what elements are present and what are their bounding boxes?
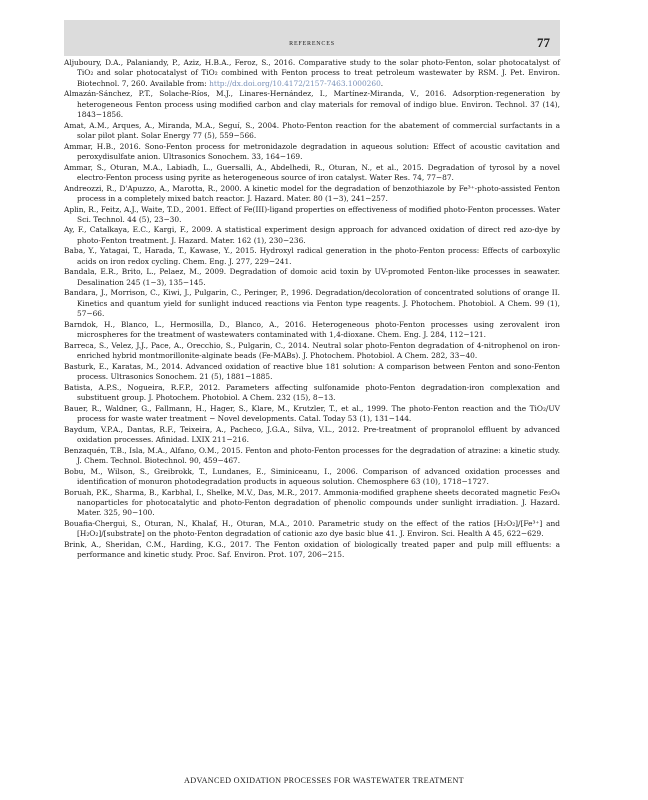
reference-text: Bandara, J., Morrison, C., Kiwi, J., Pulgarin, C., Peringer, P., 1996. Degradation/decoloration of concentrated solutions of orange II. Kinetics and quantum yield for sunlight induced reactions via Fenton type reagents. J. Photochem. Photobiol. A Chem. 99 (1), 57−66. [64, 288, 560, 319]
running-title: REFERENCES [289, 41, 335, 47]
reference-entry [64, 467, 560, 488]
reference-text: Aljuboury, D.A., Palaniandy, P., Aziz, H.B.A., Feroz, S., 2016. Comparative study to the solar photo-Fenton, solar photocatalyst of TiO₂ and solar photocatalyst of TiO₂ combined with Fenton process to treat petroleum wastewater by RSM. J. Pet. Environ. Biotechnol. 7, 260. Available from: [64, 58, 560, 88]
reference-text: Ay, F., Catalkaya, E.C., Kargi, F., 2009. A statistical experiment design approach for advanced oxidation of direct red azo-dye by photo-Fenton treatment. J. Hazard. Mater. 162 (1), 230−236. [64, 225, 560, 245]
reference-text: Baba, Y., Yatagai, T., Harada, T., Kawase, Y., 2015. Hydroxyl radical generation in the photo-Fenton process: Effects of carboxylic acids on iron redox cycling. Chem. Eng. J. 277, 229−241. [64, 246, 560, 266]
reference-entry [64, 58, 560, 89]
reference-entry [64, 205, 560, 226]
reference-entry [64, 163, 560, 184]
running-footer: ADVANCED OXIDATION PROCESSES FOR WASTEWATER TREATMENT [184, 776, 464, 785]
reference-text: Aplin, R., Feitz, A.J., Waite, T.D., 2001. Effect of Fe(III)-ligand properties on effectiveness of modified photo-Fenton processes. Water Sci. Technol. 44 (5), 23−30. [64, 204, 560, 224]
reference-text: Almazán-Sánchez, P.T., Solache-Ríos, M.J., Linares-Hernández, I., Martínez-Miranda, V., 2016. Adsorption-regeneration by heterogeneous Fenton process using modified carbon and clay materials for removal of indigo blue. Environ. Technol. 37 (14), 1843−1856. [64, 89, 560, 119]
reference-text: Bobu, M., Wilson, S., Greibrokk, T., Lundanes, E., Siminiceanu, I., 2006. Comparison of advanced oxidation processes and identification of monuron photodegradation products in aqueous solution. Chemosphere 63 (10), 1718−1727. [64, 466, 560, 486]
reference-entry [64, 246, 560, 267]
reference-text: Ammar, H.B., 2016. Sono-Fenton process for metronidazole degradation in aqueous solution: Effect of acoustic cavitation and peroxydisulfate anion. Ultrasonics Sonochem. 33, 164−169. [64, 141, 560, 161]
reference-entry [64, 341, 560, 362]
reference-text: Barreca, S., Velez, J.J., Pace, A., Orecchio, S., Pulgarin, C., 2014. Neutral solar photo-Fenton degradation of 4-nitrophenol on iron-enriched hybrid montmorillonite-alginate beads (Fe-MABs). J. Photochem. Photobiol. A Chem. 282, 33−40. [64, 340, 560, 360]
reference-entry [64, 425, 560, 446]
reference-text: Ammar, S., Oturan, M.A., Labiadh, L., Guersalli, A., Abdelhedi, R., Oturan, N., et al., 2015. Degradation of tyrosol by a novel electro-Fenton process using pyrite as heterogeneous source of iron catalyst. Water Res. 74, 77−87. [64, 162, 560, 182]
reference-text: Barndok, H., Blanco, L., Hermosilla, D., Blanco, A., 2016. Heterogeneous photo-Fenton processes using zerovalent iron microspheres for the treatment of wastewaters contaminated with 1,4-dioxane. Chem. Eng. J. 284, 112−121. [64, 319, 560, 340]
reference-text: Baydum, V.P.A., Dantas, R.F., Teixeira, A., Pacheco, J.G.A., Silva, V.L., 2012. Pre-treatment of propranolol effluent by advanced oxidation processes. Afinidad. LXIX 211−216. [64, 424, 560, 444]
reference-entry [64, 540, 560, 561]
reference-entry [64, 446, 560, 467]
reference-text: Amat, A.M., Arques, A., Miranda, M.A., Seguí, S., 2004. Photo-Fenton reaction for the abatement of commercial surfactants in a solar pilot plant. Solar Energy 77 (5), 559−566. [64, 120, 560, 140]
reference-text: Batista, A.P.S., Nogueira, R.F.P., 2012. Parameters affecting sulfonamide photo-Fenton degradation-iron complexation and substituent group. J. Photochem. Photobiol. A Chem. 232 (15), 8−13. [64, 382, 560, 402]
reference-entry [64, 488, 560, 519]
reference-entry [64, 267, 560, 288]
reference-entry [64, 320, 560, 341]
reference-text: Bouafia-Chergui, S., Oturan, N., Khalaf, H., Oturan, M.A., 2010. Parametric study on the effect of the ratios [H₂O₂]/[Fe³⁺] and [H₂O₂]/[substrate] on the photo-Fenton degradation of cationic azo dye basic blue 41. J. Environ. Sci. Health A 45, 622−629. [64, 518, 560, 539]
reference-text: Andreozzi, R., D'Apuzzo, A., Marotta, R., 2000. A kinetic model for the degradation of benzothiazole by Fe³⁺-photo-assisted Fenton process in a completely mixed batch reactor. J. Hazard. Mater. 80 (1−3), 241−257. [64, 183, 560, 203]
reference-text: Bauer, R., Waldner, G., Fallmann, H., Hager, S., Klare, M., Krutzler, T., et al., 1999. The photo-Fenton reaction and the TiO₂/UV process for waste water treatment − Novel developments. Catal. Today 53 (1), 131−144. [64, 403, 560, 423]
reference-entry [64, 362, 560, 383]
page-header [64, 20, 560, 56]
reference-text: Basturk, E., Karatas, M., 2014. Advanced oxidation of reactive blue 181 solution: A comparison between Fenton and sono-Fenton process. Ultrasonics Sonochem. 21 (5), 1881−1885. [64, 361, 560, 381]
reference-suffix: . [380, 78, 384, 88]
reference-list [64, 58, 560, 561]
reference-text: Brink, A., Sheridan, C.M., Harding, K.G., 2017. The Fenton oxidation of biologically treated paper and pulp mill effluents: a performance and kinetic study. Proc. Saf. Environ. Prot. 107, 206−215. [64, 539, 560, 560]
reference-entry [64, 89, 560, 120]
reference-entry [64, 142, 560, 163]
page-number: 77 [537, 35, 550, 50]
reference-entry [64, 519, 560, 540]
reference-text: Boruah, P.K., Sharma, B., Karbhal, I., Shelke, M.V., Das, M.R., 2017. Ammonia-modified graphene sheets decorated magnetic Fe₃O₄ nanoparticles for photocatalytic and photo-Fenton degradation of phenolic compounds under sunlight irradiation. J. Hazard. Mater. 325, 90−100. [64, 487, 560, 518]
reference-text: Benzaquén, T.B., Isla, M.A., Alfano, O.M., 2015. Fenton and photo-Fenton processes for the degradation of atrazine: a kinetic study. J. Chem. Technol. Biotechnol. 90, 459−467. [64, 445, 560, 465]
doi-link[interactable]: http://dx.doi.org/10.4172/2157-7463.1000260 [209, 78, 381, 88]
reference-entry [64, 121, 560, 142]
reference-entry [64, 404, 560, 425]
reference-entry [64, 184, 560, 205]
reference-entry [64, 383, 560, 404]
reference-entry [64, 288, 560, 319]
reference-entry [64, 225, 560, 246]
reference-text: Bandala, E.R., Brito, L., Pelaez, M., 2009. Degradation of domoic acid toxin by UV-promoted Fenton-like processes in seawater. Desalination 245 (1−3), 135−145. [64, 267, 560, 287]
